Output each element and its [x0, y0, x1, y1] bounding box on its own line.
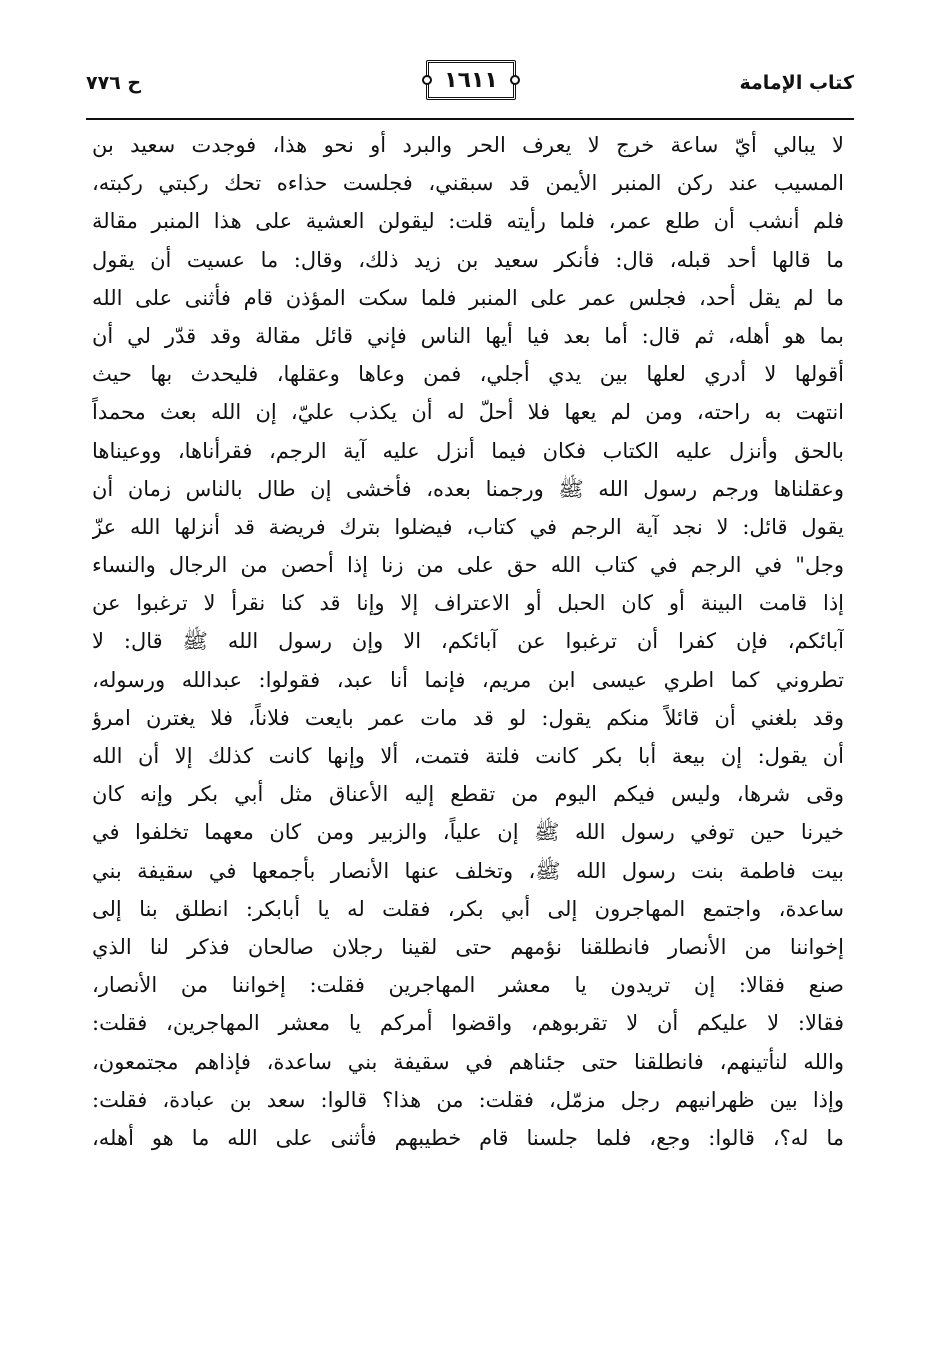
text-line: تطروني كما اطري عيسى ابن مريم، فإنما أنا عبد، فقولوا: عبدالله ورسوله، [92, 667, 844, 692]
text-line: بيت فاطمة بنت رسول الله ﷺ، وتخلف عنها الأنصار بأجمعها في سقيفة بني [92, 858, 844, 883]
header-rule [86, 118, 854, 120]
text-line: وإذا بين ظهرانيهم رجل مزمّل، فقلت: من هذا؟ قالوا: سعد بن عبادة، فقلت: [92, 1087, 844, 1112]
hadith-reference: ح ٧٧٦ [86, 72, 142, 94]
text-line: ما قالها أحد قبله، قال: فأنكر سعيد بن زيد ذلك، وقال: ما عسيت أن يقول [92, 247, 844, 272]
body-text [92, 126, 844, 1157]
text-line: انتهت به راحته، ومن لم يعها فلا أحلّ له أن يكذب عليّ، إن الله بعث محمداً [92, 400, 844, 425]
text-line: وقد بلغني أن قائلاً منكم يقول: لو قد مات عمر بايعت فلاناً، فلا يغترن امرؤ [92, 705, 844, 730]
text-line: والله لنأتينهم، فانطلقنا حتى جئناهم في سقيفة بني ساعدة، فإذاهم مجتمعون، [92, 1049, 844, 1074]
text-line: ما لم يقل أحد، فجلس عمر على المنبر فلما سكت المؤذن قام فأثنى على الله [92, 285, 844, 310]
text-line: يقول قائل: لا نجد آية الرجم في كتاب، فيضلوا بترك فريضة قد أنزلها الله عزّ [92, 514, 844, 539]
text-line: لا يبالي أيّ ساعة خرج لا يعرف الحر والبرد أو نحو هذا، فوجدت سعيد بن [92, 133, 844, 157]
text-line: فقالا: لا عليكم أن لا تقربوهم، واقضوا أمركم يا معشر المهاجرين، فقلت: [92, 1011, 844, 1036]
text-line: وعقلناها ورجم رسول الله ﷺ ورجمنا بعده، فأخشى إن طال بالناس زمان أن [92, 476, 844, 501]
text-line: المسيب عند ركن المنبر الأيمن قد سبقني، فجلست حذاءه تحك ركبتي ركبته، [92, 171, 844, 196]
text-line: ساعدة، واجتمع المهاجرون إلى أبي بكر، فقلت له يا أبابكر: انطلق بنا إلى [92, 896, 844, 921]
text-line: بالحق وأنزل عليه الكتاب فكان فيما أنزل عليه آية الرجم، فقرأناها، ووعيناها [92, 438, 844, 463]
text-line: خيرنا حين توفي رسول الله ﷺ إن علياً، والزبير ومن كان معهما تخلفوا في [92, 820, 844, 845]
text-line: بما هو أهله، ثم قال: أما بعد فيا أيها الناس فإني قائل مقالة وقد قدّر لي أن [92, 323, 844, 348]
text-line: آبائكم، فإن كفرا أن ترغبوا عن آبائكم، الا وإن رسول الله ﷺ قال: لا [92, 629, 844, 654]
page-number-box [426, 60, 516, 100]
page-number: ١٦١١ [444, 67, 498, 93]
text-line: صنع فقالا: إن تريدون يا معشر المهاجرين فقلت: إخواننا من الأنصار، [92, 973, 844, 998]
book-title: كتاب الإمامة [739, 72, 854, 94]
text-line: فلم أنشب أن طلع عمر، فلما رأيته قلت: ليقولن العشية على هذا المنبر مقالة [92, 209, 844, 234]
text-line: ما له؟، قالوا: وجع، فلما جلسنا قام خطيبهم فأثنى على الله ما هو أهله، [92, 1125, 844, 1150]
text-line: أقولها لا أدري لعلها بين يدي أجلي، فمن وعاها وعقلها، فليحدث بها حيث [92, 362, 844, 387]
text-line: أن يقول: إن بيعة أبا بكر كانت فلتة فتمت، ألا وإنها كانت كذلك إلا أن الله [92, 744, 844, 768]
text-line: إذا قامت البينة أو كان الحبل أو الاعتراف إلا وإنا قد كنا نقرأ لا ترغبوا عن [92, 591, 844, 616]
text-line: وجل" في الرجم في كتاب الله حق على من زنا إذا أحصن من الرجال والنساء [92, 553, 844, 578]
page-header [86, 60, 854, 108]
text-line: وقى شرها، وليس فيكم اليوم من تقطع إليه الأعناق مثل أبي بكر وإنه كان [92, 782, 844, 807]
text-line: إخواننا من الأنصار فانطلقنا نؤمهم حتى لقينا رجلان صالحان فذكر لنا الذي [92, 934, 844, 959]
